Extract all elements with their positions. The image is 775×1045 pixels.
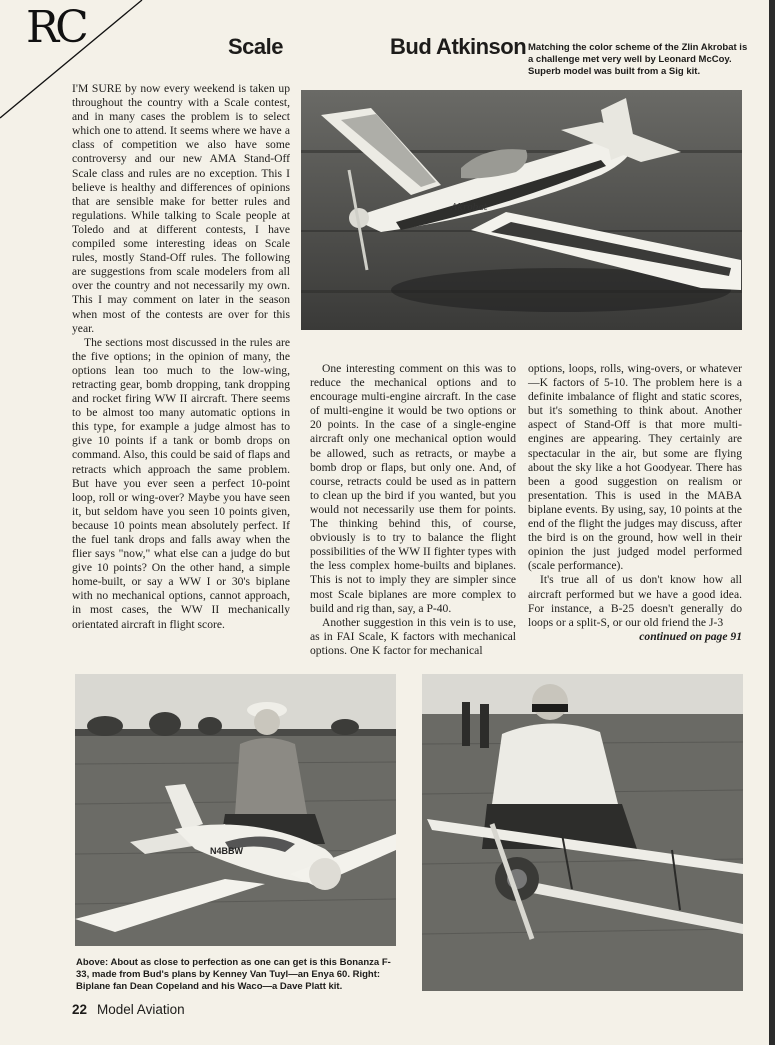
- department-title: Scale: [228, 34, 283, 59]
- article-column-2: [310, 362, 516, 658]
- col1-paragraph: I'M SURE by now every weekend is taken up throughout the country with a Scale contest, and in many cases the problem is to select which one to attend. It seems where we have a class of competition we also have some controversy and our new AMA Stand-Off Scale class and rules are no exception. This I believe is healthy and differences of opinions that are sensible make for better rules and regulations. While talking to Scale people at Toledo and at different contests, I have compiled some interesting ideas on Scale rules, mostly Stand-Off rules. The following are suggestions from scale modelers from all over the country and not necessarily my own. This I may comment on later in the season when most of the contests are over for this year.: [72, 82, 290, 335]
- continued-note: continued on page 91: [639, 629, 742, 643]
- page-number: 22: [72, 1002, 88, 1017]
- article-column-3: [528, 362, 742, 644]
- zlin-wing-lettering: Akrobat: [451, 203, 488, 213]
- publication-name: Model Aviation: [97, 1002, 185, 1017]
- waco-biplane-photo: [422, 674, 743, 991]
- page-footer: [72, 1002, 185, 1017]
- rc-logo-text: RC: [26, 2, 85, 53]
- col1-paragraph: The sections most discussed in the rules are the five options; in the opinion of many, the options lean too much to the low-wing, retracting gear, bomb dropping, tank dropping and rocket firing WW II aircraft. There seems to be almost too many automatic options in this type, for example a judge almost has to give 10 points if a tank or bomb drops on command. Also, this could be said of flaps and retracts which approach the same problem. But have you ever seen a perfect 10-point loop, roll or wing-over? Maybe you have seen it, but seldom have you seen 10 points given, because 10 points mean absolutely perfect. If the fuel tank drops and falls away when the flier says "now," what else can a judge do but give 10 points? On the other hand, a simple home-built, or say a WW I or 30's biplane with no mechanical options, cannot approach, in most cases, the WW II mechanically orientated aircraft in flight score.: [72, 335, 290, 631]
- scan-edge: [769, 0, 775, 1045]
- col2-paragraph: Another suggestion in this vein is to use, as in FAI Scale, K factors with mechanical options. One K factor for mechanical: [310, 615, 516, 657]
- author-byline: Bud Atkinson: [390, 34, 527, 59]
- rc-logo: [26, 2, 85, 53]
- bottom-photo-caption: Above: About as close to perfection as one can get is this Bonanza F-33, made from Bud's plans by Kenney Van Tuyl—an Enya 60. Right: Biplane fan Dean Copeland and his Waco—a Dave Platt kit.: [76, 957, 391, 992]
- col3-paragraph: It's true all of us don't know how all aircraft performed but we have a good idea. For instance, a B-25 doesn't generally do loops or a split-S, or our old friend the J-3: [528, 573, 742, 629]
- bonanza-photo: [75, 674, 396, 946]
- zlin-akrobat-photo: [301, 90, 742, 330]
- col2-paragraph: One interesting comment on this was to reduce the mechanical options and to encourage multi-engine aircraft. In the case of multi-engine it would be two options or 20 points. In the case of a single-engine aircraft only one mechanical option would be allowed, such as retracts, or maybe a bomb drop or flaps, but only one. And, of course, retracts could be used as in pattern to clean up the bird if you wanted, but you would not necessarily use them for points. The thinking behind this, of course, obviously is to try to balance the flight possibilities of the WW II fighter types with the less complex home-builts and biplanes. This is not to imply they are simpler since most Scale biplanes are more complex to build and rig than, say, a P-40.: [310, 362, 516, 615]
- top-photo-caption: Matching the color scheme of the Zlin Akrobat is a challenge met very well by Leonard McCoy. Superb model was built from a Sig kit.: [528, 42, 748, 77]
- col3-paragraph: options, loops, rolls, wing-overs, or whatever—K factors of 5-10. The problem here is a definite imbalance of flight and static scores, but it's something to think about. Another aspect of Stand-Off is that more multi-engines are appearing. They certainly are spectacular in the air, but some are flying about the sky like a hot Goodyear. There has been a good suggestion on realism or presentation. This is used in the MABA biplane events. By using, say, 10 points at the end of the flight the judges may discuss, after the bird is on the ground, how well in their opinion the just judged model performed (scale performance).: [528, 362, 742, 573]
- article-column-1: [72, 82, 290, 632]
- bonanza-registration: N4BBW: [210, 846, 243, 856]
